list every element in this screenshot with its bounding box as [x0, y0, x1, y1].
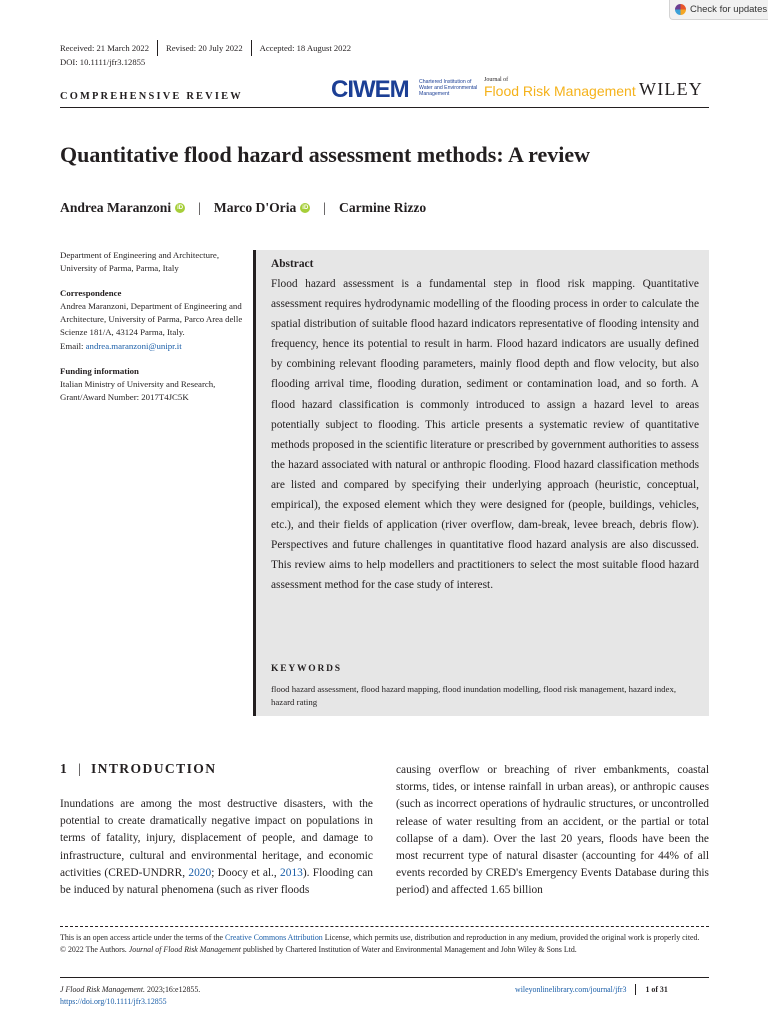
- copyright-text: © 2022 The Authors.: [60, 945, 129, 955]
- footnote-rule: [60, 926, 709, 927]
- article-info-column: [60, 249, 245, 404]
- footer-doi-link[interactable]: https://doi.org/10.1111/jfr3.12855: [60, 996, 167, 1006]
- ciwem-logo: CIWEM: [331, 76, 409, 103]
- page-number: 1 of 31: [645, 985, 668, 994]
- revised-date: Revised: 20 July 2022: [166, 43, 243, 53]
- section-title: INTRODUCTION: [90, 761, 217, 776]
- footer-citation: [60, 984, 200, 1008]
- divider: [635, 984, 636, 995]
- email-label: Email:: [60, 340, 86, 351]
- footer-right: [515, 984, 668, 995]
- header-rule: [60, 107, 709, 108]
- footer-journal: J Flood Risk Management.: [60, 985, 146, 994]
- section-separator: |: [78, 761, 81, 776]
- ciwem-logo-subtitle: Chartered Institution of Water and Environmental Management: [419, 79, 478, 97]
- journal-logo: Flood Risk Management: [484, 83, 636, 99]
- footer-rule: [60, 977, 709, 978]
- author-name: Andrea Maranzoni: [60, 200, 172, 215]
- email-link[interactable]: andrea.maranzoni@unipr.it: [85, 340, 182, 351]
- journal-logo-prefix: Journal of: [484, 77, 509, 83]
- license-text: License, which permits use, distribution and reproduction in any medium, provided the original work is properly cited.: [322, 933, 700, 942]
- divider: [157, 40, 158, 56]
- abstract-heading: Abstract: [271, 258, 314, 270]
- reference-link[interactable]: 2013: [280, 866, 303, 879]
- author-list: [60, 200, 426, 216]
- funding-text: Italian Ministry of University and Research, Grant/Award Number: 2017T4JC5K: [60, 378, 216, 402]
- body-text: ; Doocy et al.,: [211, 866, 281, 879]
- check-for-updates-label: Check for updates: [690, 4, 768, 15]
- crossmark-icon: [675, 4, 686, 15]
- reference-link[interactable]: 2020: [188, 866, 212, 879]
- abstract-text: Flood hazard assessment is a fundamental step in flood risk mapping. Quantitative assessment requires hydrodynamic modelling of the flooding process in order to calculate the spatial distribution of suitable flood hazard indicators representative of flooding intensity and frequency, hence its potential to result in harm. Flood hazard indicators are usually defined by combining relevant flooding parameters, mainly flood depth and flow velocity, but also flooding arrival time, flooding duration, sediment or contamination load, and so forth. A flood hazard classification is commonly introduced to assign a hazard level to areas potentially subject to flooding. This article presents a systematic review of quantitative methods proposed in the scientific literature or prescribed by government authorities to assess the hazard associated with natural or anthropic flooding. Flood hazard classification methods are listed and compared by specifying their underlying approach (heuristic, conceptual, empirical), the exposed element which they were designed for (people, buildings, vehicles, etc.), and their fields of application (river overflow, dam-break, levee breach, debris flow). Perspectives and future challenges in quantitative flood hazard analysis are also discussed. This review aims to help modellers and practitioners to select the most suitable flood hazard assessment method for the case study of interest.: [271, 278, 699, 592]
- doi: DOI: 10.1111/jfr3.12855: [60, 57, 146, 67]
- article-dates: [60, 40, 351, 56]
- author-name: Marco D'Oria: [213, 200, 297, 215]
- section-heading: [60, 761, 217, 777]
- intro-paragraph-col2: causing overflow or breaching of river embankments, coastal storms, tides, or intense rainfall in urban areas), or anthropic causes (such as incorrect operations of hydraulic structures, or uncontrolled release of water resulting from an accident, or the partial or total collapse of a dam). Over the last 20 years, floods have been the most recurrent type of natural disaster (accounting for 44% of all events recorded by CRED's Emergency Events Database during this period) and affected 1.65 billion: [396, 764, 709, 897]
- author-name: Carmine Rizzo: [339, 200, 427, 215]
- author-separator: |: [323, 200, 327, 215]
- accepted-date: Accepted: 18 August 2022: [259, 43, 352, 53]
- check-for-updates-button[interactable]: [669, 0, 768, 20]
- article-title: Quantitative flood hazard assessment methods: A review: [60, 142, 591, 167]
- received-date: Received: 21 March 2022: [60, 43, 150, 53]
- keywords-heading: KEYWORDS: [271, 664, 342, 674]
- body-text: Inundations are among the most destructive disasters, with the potential to create dramatically negative impact on populations in terms of fatality, injury, displacement of people, and damage to infrastructure, cultural and environmental heritage, and economic activities (CRED-UNDRR,: [60, 798, 373, 879]
- copyright-text: published by Chartered Institution of Water and Environmental Management and John Wiley & Sons Ltd.: [240, 945, 577, 955]
- license-text: This is an open access article under the terms of the: [60, 933, 225, 942]
- footer-volume: 2023;16:e12855.: [145, 985, 201, 994]
- orcid-icon[interactable]: iD: [177, 205, 184, 211]
- author-separator: |: [198, 200, 201, 215]
- keywords-text: flood hazard assessment, flood hazard mapping, flood inundation modelling, flood risk management, hazard index, hazard rating: [271, 684, 677, 708]
- cc-license-link[interactable]: Creative Commons Attribution: [225, 933, 323, 942]
- wiley-logo: WILEY: [639, 79, 703, 99]
- section-number: 1: [60, 761, 69, 776]
- license-footnote: [60, 932, 709, 956]
- copyright-journal: Journal of Flood Risk Management: [128, 945, 241, 955]
- body-text: ). Flooding can be induced by natural phenomena (such as river floods: [60, 866, 374, 897]
- affiliation: Department of Engineering and Architecture, University of Parma, Parma, Italy: [60, 250, 220, 274]
- correspondence-email: [60, 340, 245, 353]
- correspondence-heading: Correspondence: [60, 288, 122, 299]
- orcid-icon[interactable]: iD: [302, 205, 309, 211]
- funding-heading: Funding information: [60, 365, 139, 376]
- intro-paragraph-col1: [60, 796, 373, 899]
- footer-site-link[interactable]: wileyonlinelibrary.com/journal/jfr3: [515, 985, 627, 994]
- article-type: COMPREHENSIVE REVIEW: [60, 91, 243, 102]
- divider: [251, 40, 252, 56]
- correspondence-text: Andrea Maranzoni, Department of Engineering and Architecture, University of Parma, Parco Area delle Scienze 181/A, 43124 Parma, Italy.: [60, 301, 243, 338]
